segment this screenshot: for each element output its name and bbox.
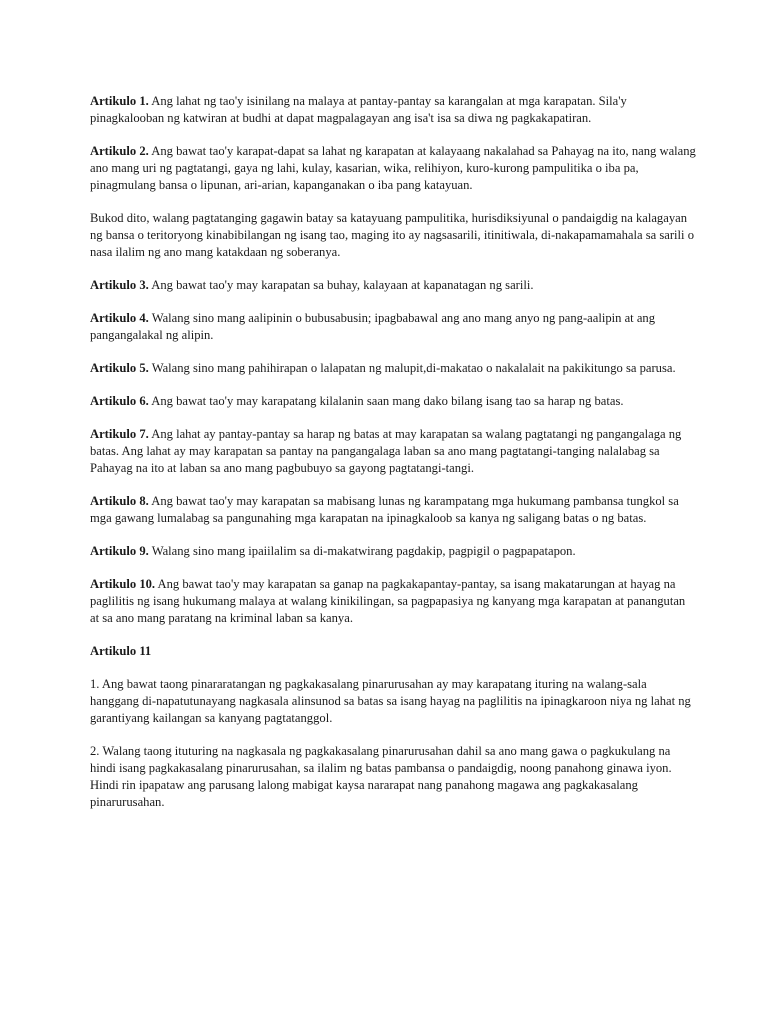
paragraph-artikulo-7 [90, 426, 696, 477]
paragraph-text: Ang bawat tao'y karapat-dapat sa lahat ng karapatan at kalayaang nakalahad sa Pahayag na ito, nang walang ano mang uri ng pagtatangi, gaya ng lahi, kulay, kasarian, wika, relihiyon, kuro-kurong pampulitika o iba pa, pinagmulang bansa o lipunan, ari-arian, kapanganakan o iba pang katayuan. [90, 144, 696, 192]
paragraph-artikulo-1 [90, 93, 696, 127]
paragraph-text: Ang bawat tao'y may karapatan sa mabisang lunas ng karampatang mga hukumang pambansa tungkol sa mga gawang lumalabag sa pangunahing mga karapatan na ipinagkaloob sa kanya ng saligang batas o ng batas. [90, 494, 679, 525]
paragraph-artikulo-4 [90, 310, 696, 344]
article-label: Artikulo 8. [90, 494, 149, 508]
paragraph-artikulo-9 [90, 543, 696, 560]
article-label: Artikulo 2. [90, 144, 149, 158]
heading-artikulo-11 [90, 643, 696, 660]
paragraph-artikulo-3 [90, 277, 696, 294]
paragraph-text: Ang lahat ng tao'y isinilang na malaya at pantay-pantay sa karangalan at mga karapatan. Sila'y pinagkalooban ng katwiran at budhi at dapat magpalagayan ang isa't isa sa diwa ng pagkakapatiran. [90, 94, 627, 125]
paragraph-text: 2. Walang taong ituturing na nagkasala ng pagkakasalang pinarurusahan dahil sa ano mang gawa o pagkukulang na hindi isang pagkakasalang pinarurusahan, sa ilalim ng batas pambansa o pandaigdig, noong panahong ginawa iyon. Hindi rin ipapataw ang parusang lalong mabigat kaysa nararapat nang panahong magawa ang pagkakasalang pinarurusahan. [90, 744, 672, 809]
article-label: Artikulo 7. [90, 427, 149, 441]
paragraph-text: Walang sino mang pahihirapan o lalapatan ng malupit,di-makatao o nakalalait na pakikitungo sa parusa. [148, 361, 676, 375]
paragraph-text: Walang sino mang ipaiilalim sa di-makatwirang pagdakip, pagpigil o pagpapatapon. [148, 544, 576, 558]
article-label: Artikulo 10. [90, 577, 156, 591]
paragraph-artikulo-10 [90, 576, 696, 627]
article-label: Artikulo 6. [90, 394, 149, 408]
paragraph-bukod-dito [90, 210, 696, 261]
paragraph-artikulo-8 [90, 493, 696, 527]
paragraph-text: Ang bawat tao'y may karapatang kilalanin saan mang dako bilang isang tao sa harap ng batas. [148, 394, 624, 408]
paragraph-artikulo-11-item-2 [90, 743, 696, 811]
paragraph-artikulo-11-item-1 [90, 676, 696, 727]
article-label: Artikulo 1. [90, 94, 149, 108]
paragraph-text: 1. Ang bawat taong pinararatangan ng pagkakasalang pinarurusahan ay may karapatang ituring na walang-sala hanggang di-napatutunayang nagkasala alinsunod sa batas sa isang hayag na paglilitis na ipinagkaroon niya ng lahat ng garantiyang kailangan sa kanyang pagtatanggol. [90, 677, 691, 725]
paragraph-artikulo-5 [90, 360, 696, 377]
paragraph-text: Ang lahat ay pantay-pantay sa harap ng batas at may karapatan sa walang pagtatangi ng pangangalaga ng batas. Ang lahat ay may karapatan sa pantay na pangangalaga laban sa ano mang pagtatangi-tanging nalalabag sa Pahayag na ito at laban sa ano mang pagbubuyo sa gayong pagtatangi-tangi. [90, 427, 682, 475]
paragraph-text: Ang bawat tao'y may karapatan sa buhay, kalayaan at kapanatagan ng sarili. [148, 278, 534, 292]
paragraph-text: Walang sino mang aalipinin o bubusabusin; ipagbabawal ang ano mang anyo ng pang-aalipin at ang pangangalakal ng alipin. [90, 311, 656, 342]
paragraph-text: Bukod dito, walang pagtatanging gagawin batay sa katayuang pampulitika, hurisdiksiyunal o pandaigdig na kalagayan ng bansa o teritoryong kinabibilangan ng isang tao, maging ito ay nagsasarili, itinitiwala, di-nakapamamahala sa sarili o nasa ilalim ng ano mang katakdaan ng soberanya. [90, 211, 694, 259]
article-label: Artikulo 5. [90, 361, 149, 375]
article-label: Artikulo 9. [90, 544, 149, 558]
paragraph-text: Ang bawat tao'y may karapatan sa ganap na pagkakapantay-pantay, sa isang makatarungan at hayag na paglilitis ng isang hukumang malaya at walang kinikilingan, sa pagpapasiya ng kanyang mga karapatan at panangutan at sa ano mang paratang na kriminal laban sa kanya. [90, 577, 686, 625]
article-label: Artikulo 3. [90, 278, 149, 292]
paragraph-artikulo-6 [90, 393, 696, 410]
article-label: Artikulo 4. [90, 311, 149, 325]
article-label: Artikulo 11 [90, 644, 152, 658]
paragraph-artikulo-2 [90, 143, 696, 194]
